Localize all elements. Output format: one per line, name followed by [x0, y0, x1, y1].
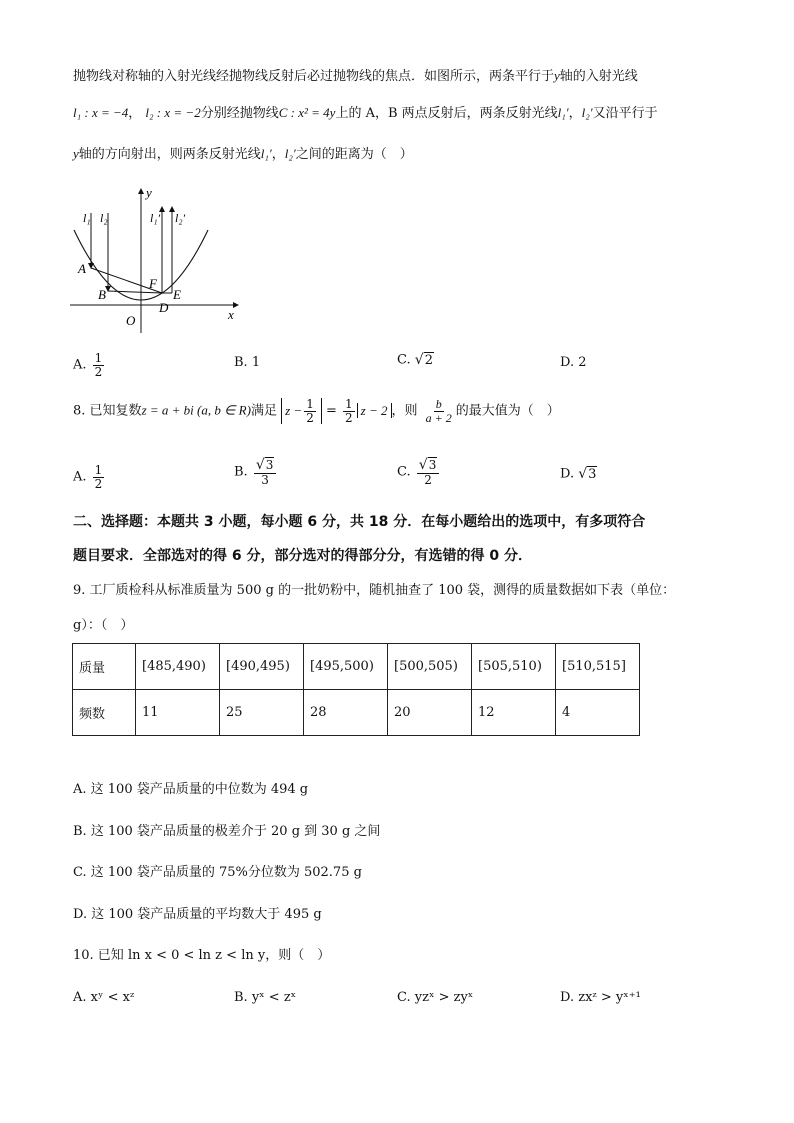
q7-text-after: 上的 A，B 两点反射后，两条反射光线	[335, 106, 558, 121]
q7-a-den: 2	[94, 364, 103, 379]
q8-text-d: 的最大值为（ ）	[455, 403, 560, 419]
table-cell: [490,495)	[220, 644, 304, 690]
section-2-heading-2: 题目要求．全部选对的得 6 分，部分选对的得部分分，有选错的得 0 分．	[73, 548, 532, 564]
q8-half-2	[343, 398, 355, 424]
table-cell: 20	[388, 690, 472, 736]
q8-d-radicand: 3	[588, 467, 597, 482]
table-cell: [500,505)	[388, 644, 472, 690]
q10-option-d[interactable]: D. zxᶻ > yˣ⁺¹	[560, 990, 641, 1005]
q10-option-a[interactable]: A. xʸ < xᶻ	[73, 990, 135, 1005]
q7-option-d[interactable]	[560, 355, 587, 370]
q9-option-a[interactable]: A. 这 100 袋产品质量的中位数为 494 g	[73, 782, 309, 797]
table-cell: 12	[472, 690, 556, 736]
q7-text-3: 轴的方向射出，则两条反射光线	[78, 147, 261, 162]
q9-option-c[interactable]: C. 这 100 袋产品质量的 75%分位数为 502.75 g	[73, 865, 362, 880]
q8-b-den: 3	[261, 472, 269, 487]
q9-line-2: g）：（ ）	[73, 618, 134, 633]
q8-half-num: 1	[306, 397, 314, 411]
q7-l1-equation: l₁ : x = −4	[73, 105, 129, 120]
q7-sep: ，	[568, 106, 582, 121]
label-l2-prime: l₂′	[175, 211, 186, 225]
q8-number: 8.	[73, 403, 86, 419]
q8-option-d-label: D.	[560, 466, 575, 482]
q8-option-b-label: B.	[234, 464, 248, 480]
q10-option-c[interactable]: C. yzˣ > zyˣ	[397, 990, 474, 1005]
label-l1-prime: l₁′	[150, 211, 161, 225]
q8-half-den: 2	[306, 410, 314, 425]
table-cell: [510,515]	[556, 644, 640, 690]
q7-option-d-label: D. 2	[560, 355, 587, 370]
q7-y-symbol-2: y	[73, 146, 79, 161]
q8-option-b[interactable]	[234, 458, 278, 486]
q7-l2-prime: l₂′	[581, 105, 593, 120]
q7-y-symbol: y	[554, 68, 560, 83]
q7-line-1	[73, 68, 638, 85]
table-cell: 28	[304, 690, 388, 736]
q8-half2-den: 2	[345, 410, 353, 425]
label-l1: l₁	[83, 211, 91, 225]
q8-option-a[interactable]	[73, 464, 106, 490]
q7-option-a-label: A.	[73, 357, 87, 373]
q7-c-radicand: 2	[424, 353, 433, 368]
q7-text-2-end: 又沿平行于	[592, 106, 658, 121]
q8-half	[304, 398, 316, 424]
q8-a-fraction	[93, 464, 105, 490]
label-point-f: F	[149, 276, 157, 291]
q9-line-1: 9. 工厂质检科从标准质量为 500 g 的一批奶粉中，随机抽查了 100 袋，测得的质量数据如下表（单位：	[73, 583, 676, 598]
q7-line-3	[73, 146, 413, 163]
q7-option-b[interactable]	[234, 355, 260, 370]
reflect-b	[108, 291, 162, 293]
q8-z-def: z = a + bi (a, b ∈ R)	[141, 402, 251, 418]
q10-option-b[interactable]: B. yˣ < zˣ	[234, 990, 297, 1005]
section-2-heading-1: 二、选择题：本题共 3 小题，每小题 6 分，共 18 分．在每小题给出的选项中，有多项符合	[73, 514, 646, 530]
q8-target-den: a + 2	[425, 410, 452, 425]
table-cell: [495,500)	[304, 644, 388, 690]
q8-stem	[73, 398, 560, 424]
q8-c-den: 2	[424, 472, 432, 487]
q8-c-fraction: $\frac{√3}{2}$	[417, 458, 440, 486]
q8-eq: =	[325, 403, 337, 419]
q8-text-a: 已知复数	[89, 403, 142, 419]
q7-text-1-end: 轴的入射光线	[559, 69, 638, 84]
label-point-a: A	[78, 261, 86, 276]
q8-c-radicand: 3	[428, 458, 437, 472]
label-y: y	[146, 185, 152, 200]
q8-abs-left-text: z −	[285, 403, 303, 419]
q7-line-2: l₁ : x = −4， l₂ : x = −2分别经抛物线C : x² = 4y上的 A，B 两点反射后，两条反射光线l₁′，l₂′又沿平行于	[73, 105, 658, 121]
q7-l2-equation: l₂ : x = −2	[145, 105, 201, 120]
q7-a-num: 1	[94, 351, 103, 365]
label-origin: O	[126, 313, 136, 328]
q7-option-b-label: B. 1	[234, 355, 261, 370]
table-head-mass: 质量	[73, 644, 136, 690]
q7-curve: C : x² = 4y	[278, 105, 336, 120]
q7-l1-prime-2: l₁′	[260, 146, 272, 161]
q8-a-num: 1	[94, 463, 103, 477]
q8-target-num: b	[435, 397, 442, 411]
q8-d-sqrt: √3	[578, 466, 597, 482]
q8-text-b: 满足	[250, 403, 277, 419]
q7-l2-prime-2: l₂′	[284, 146, 296, 161]
label-l2: l₂	[100, 211, 108, 225]
q7-text-3-end: 之间的距离为（ ）	[295, 147, 413, 162]
q9-option-d[interactable]: D. 这 100 袋产品质量的平均数大于 495 g	[73, 907, 322, 922]
table-row-mass	[73, 644, 640, 690]
q8-target-fraction	[424, 398, 454, 424]
q8-a-den: 2	[94, 476, 103, 491]
q7-text-1: 抛物线对称轴的入射光线经抛物线反射后必过抛物线的焦点．如图所示，两条平行于	[73, 69, 555, 84]
q8-b-radicand: 3	[265, 458, 274, 472]
table-cell: 4	[556, 690, 640, 736]
table-cell: 25	[220, 690, 304, 736]
q8-option-d[interactable]	[560, 466, 597, 482]
q8-half2-num: 1	[345, 397, 353, 411]
label-x: x	[228, 307, 234, 322]
table-cell: [485,490)	[136, 644, 220, 690]
table-cell: [505,510)	[472, 644, 556, 690]
q8-abs-left	[281, 398, 322, 424]
q7-sep-2: ，	[271, 147, 285, 162]
table-row-frequency	[73, 690, 640, 736]
q8-text-c: ，则	[391, 403, 418, 419]
q7-text-mid: 分别经抛物线	[200, 106, 279, 121]
q7-option-c-label: C.	[397, 352, 411, 368]
label-point-e: E	[173, 287, 181, 302]
q10-stem: 10. 已知 ln x < 0 < ln z < ln y，则（ ）	[73, 948, 331, 963]
q7-option-a[interactable]	[73, 352, 106, 378]
q8-option-c-label: C.	[397, 464, 411, 480]
q9-option-b[interactable]: B. 这 100 袋产品质量的极差介于 20 g 到 30 g 之间	[73, 824, 381, 839]
q7-option-c-sqrt: √2	[414, 352, 433, 368]
q7-option-c[interactable]	[397, 352, 434, 368]
q7-l1-prime: l₁′	[557, 105, 569, 120]
parabola-figure	[70, 185, 250, 335]
q9-frequency-table	[72, 643, 640, 736]
q7-option-a-fraction	[93, 352, 105, 378]
label-point-d: D	[159, 300, 169, 315]
q8-option-a-label: A.	[73, 469, 87, 485]
label-point-b: B	[98, 287, 106, 302]
table-cell: 11	[136, 690, 220, 736]
q8-b-fraction: $\frac{√3}{3}$	[254, 458, 277, 486]
table-head-frequency: 频数	[73, 690, 136, 736]
q8-option-c[interactable]	[397, 458, 441, 486]
q8-abs-right: z − 2	[357, 403, 392, 418]
